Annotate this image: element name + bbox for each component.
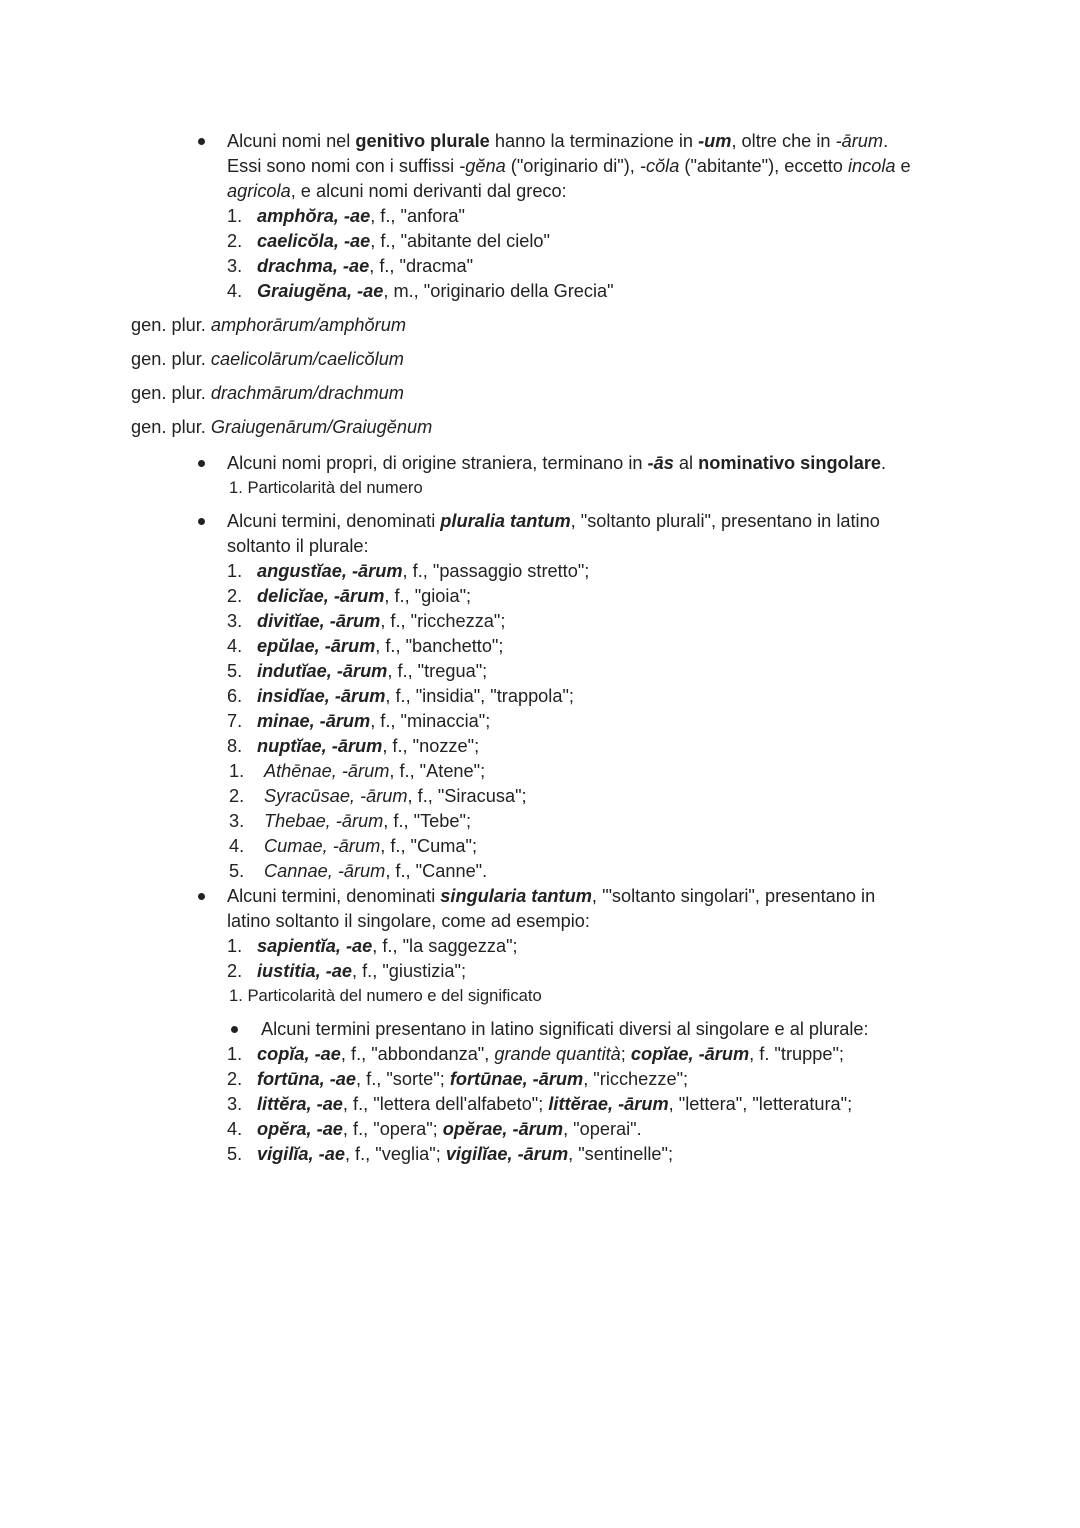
list-number: 3. (227, 1094, 243, 1114)
latin-word: angustĭae, -ārum (257, 561, 403, 581)
text: , "sentinelle"; (568, 1144, 674, 1164)
list-item (229, 784, 527, 809)
latin-word: amphŏra, -ae (257, 206, 371, 226)
list-number: 3. (227, 256, 243, 276)
latin-word: delicĭae, -ārum (257, 586, 385, 606)
list-number: 2. (229, 786, 245, 806)
latin-word: Syracūsae, -ārum (264, 786, 408, 806)
genitive-plural-line (131, 313, 406, 338)
genitive-plural-line (131, 415, 432, 440)
latin-word: littĕra, -ae (257, 1094, 343, 1114)
text: gen. plur. (131, 383, 211, 403)
text: Alcuni nomi nel (227, 131, 356, 151)
text: , f., "minaccia"; (370, 711, 491, 731)
list-item (227, 634, 503, 659)
paragraph-line (227, 884, 875, 909)
text: Alcuni nomi propri, di origine straniera, terminano in (227, 453, 648, 473)
text: ("originario di"), (505, 156, 640, 176)
latin-word: copĭae, -ārum (630, 1044, 750, 1064)
list-item (227, 1142, 673, 1167)
list-number: 7. (227, 711, 243, 731)
text: , f., "abitante del cielo" (370, 231, 550, 251)
bullet (198, 138, 205, 145)
list-item (227, 229, 550, 254)
text: , f., "Tebe"; (383, 811, 472, 831)
italic-term: -cŏla (639, 156, 680, 176)
text: , f., "sorte"; (356, 1069, 450, 1089)
text: , '"soltanto singolari", presentano in (591, 886, 876, 906)
italic-term: -ārum (835, 131, 884, 151)
text: , f., "dracma" (369, 256, 474, 276)
latin-word: fortūna, -ae (257, 1069, 357, 1089)
paragraph-line (227, 154, 911, 179)
list-item (227, 559, 589, 584)
latin-word: littĕrae, -ārum (548, 1094, 669, 1114)
list-number: 4. (227, 1119, 243, 1139)
text: , f., "insidia", "trappola"; (385, 686, 574, 706)
list-number: 1. (227, 561, 243, 581)
paragraph-line (227, 129, 888, 154)
latin-word: Cumae, -ārum (264, 836, 381, 856)
text: e (895, 156, 911, 176)
paragraph-line: latino soltanto il singolare, come ad esempio: (227, 911, 590, 931)
list-number: 2. (227, 961, 243, 981)
list-number: 2. (227, 1069, 243, 1089)
latin-word: vigilĭae, -ārum (445, 1144, 569, 1164)
latin-word: Athēnae, -ārum (264, 761, 390, 781)
list-number: 6. (227, 686, 243, 706)
italic-term: -gĕna (459, 156, 506, 176)
text: , m., "originario della Grecia" (383, 281, 614, 301)
list-number: 5. (227, 1144, 243, 1164)
list-number: 2. (227, 231, 243, 251)
list-item (227, 1117, 642, 1142)
genitive-plural-line (131, 381, 404, 406)
italic-term: caelicolārum/caelicŏlum (210, 349, 404, 369)
list-item (227, 279, 614, 304)
list-item (227, 709, 490, 734)
sub-heading: 1. Particolarità del numero e del significato (229, 986, 542, 1005)
text: , "lettera", "letteratura"; (668, 1094, 853, 1114)
list-number: 3. (229, 811, 245, 831)
list-number: 5. (227, 661, 243, 681)
list-item (227, 204, 465, 229)
text: , f., "banchetto"; (375, 636, 504, 656)
list-number: 1. (229, 761, 245, 781)
latin-word: epŭlae, -ārum (257, 636, 376, 656)
text: al (673, 453, 699, 473)
text: Alcuni termini, denominati (227, 511, 441, 531)
text: , e alcuni nomi derivanti dal greco: (290, 181, 567, 201)
latin-word: nuptĭae, -ārum (257, 736, 383, 756)
text: gen. plur. (131, 349, 211, 369)
list-item (229, 759, 485, 784)
latin-word: minae, -ārum (257, 711, 371, 731)
italic-term: amphorārum/amphŏrum (210, 315, 406, 335)
list-item (227, 659, 487, 684)
text: , f., "Canne". (385, 861, 488, 881)
list-number: 1. (227, 936, 243, 956)
list-number: 5. (229, 861, 245, 881)
latin-word: insidĭae, -ārum (257, 686, 386, 706)
text: . (881, 453, 887, 473)
text: hanno la terminazione in (489, 131, 699, 151)
sub-heading: 1. Particolarità del numero (229, 478, 423, 497)
bold-italic-term: -ās (647, 453, 674, 473)
text: ; (620, 1044, 631, 1064)
latin-word: vigilĭa, -ae (257, 1144, 345, 1164)
paragraph-line (227, 509, 880, 534)
bullet (198, 460, 205, 467)
latin-word: iustitia, -ae (257, 961, 353, 981)
bold-italic-term: -um (698, 131, 732, 151)
list-number: 4. (227, 281, 243, 301)
list-number: 1. (227, 1044, 243, 1064)
list-number: 8. (227, 736, 243, 756)
text: , f. "truppe"; (749, 1044, 844, 1064)
latin-word: caelicŏla, -ae (257, 231, 371, 251)
latin-word: opĕra, -ae (257, 1119, 343, 1139)
text: . (883, 131, 889, 151)
text: , f., "lettera dell'alfabeto"; (342, 1094, 549, 1114)
list-item (227, 584, 471, 609)
text: , f., "Siracusa"; (407, 786, 527, 806)
text: , f., "passaggio stretto"; (402, 561, 590, 581)
text: , f., "giustizia"; (352, 961, 467, 981)
italic-term: agricola (227, 181, 291, 201)
text: , f., "gioia"; (384, 586, 472, 606)
text: Alcuni termini, denominati (227, 886, 441, 906)
text: gen. plur. (131, 315, 211, 335)
latin-word: fortūnae, -ārum (449, 1069, 584, 1089)
italic-term: grande quantità (494, 1044, 621, 1064)
list-number: 3. (227, 611, 243, 631)
text: , f., "nozze"; (382, 736, 480, 756)
text: , f., "veglia"; (344, 1144, 446, 1164)
list-item (227, 609, 505, 634)
list-number: 4. (229, 836, 245, 856)
bullet (198, 518, 205, 525)
list-item (229, 809, 471, 834)
bold-italic-term: pluralia tantum (440, 511, 571, 531)
bullet (198, 893, 205, 900)
text: ("abitante"), eccetto (679, 156, 848, 176)
list-item (227, 684, 574, 709)
text: Essi sono nomi con i suffissi (227, 156, 460, 176)
text: , f., "anfora" (370, 206, 466, 226)
list-item (227, 959, 466, 984)
italic-term: incola (847, 156, 896, 176)
text: , f., "opera"; (342, 1119, 443, 1139)
latin-word: copĭa, -ae (257, 1044, 341, 1064)
latin-word: divitĭae, -ārum (257, 611, 381, 631)
list-item (227, 734, 479, 759)
bold-term: nominativo singolare (698, 453, 882, 473)
bold-italic-term: singularia tantum (440, 886, 592, 906)
list-item (227, 1067, 688, 1092)
paragraph-line (227, 451, 886, 476)
latin-word: sapientĭa, -ae (257, 936, 373, 956)
italic-term: Graiugenārum/Graiugĕnum (210, 417, 433, 437)
text: , oltre che in (731, 131, 836, 151)
text: gen. plur. (131, 417, 211, 437)
list-item (227, 254, 473, 279)
text: , f., "ricchezza"; (380, 611, 506, 631)
list-number: 4. (227, 636, 243, 656)
bold-term: genitivo plurale (355, 131, 490, 151)
bullet (231, 1026, 238, 1033)
latin-word: opĕrae, -ārum (442, 1119, 564, 1139)
italic-term: drachmārum/drachmum (210, 383, 404, 403)
list-number: 1. (227, 206, 243, 226)
latin-word: indutĭae, -ārum (257, 661, 388, 681)
text: , "soltanto plurali", presentano in latino (570, 511, 880, 531)
list-item (229, 859, 487, 884)
text: , f., "tregua"; (387, 661, 488, 681)
text: , "ricchezze"; (583, 1069, 689, 1089)
text: , f., "la saggezza"; (372, 936, 518, 956)
genitive-plural-line (131, 347, 404, 372)
latin-word: Cannae, -ārum (264, 861, 386, 881)
paragraph-line (227, 179, 567, 204)
list-item (229, 834, 477, 859)
list-item (227, 1042, 844, 1067)
text: , f., "Atene"; (389, 761, 486, 781)
paragraph-line: Alcuni termini presentano in latino significati diversi al singolare e al plurale: (261, 1019, 869, 1039)
latin-word: Graiugĕna, -ae (257, 281, 384, 301)
text: , "operai". (563, 1119, 642, 1139)
list-number: 2. (227, 586, 243, 606)
latin-word: drachma, -ae (257, 256, 370, 276)
paragraph-line: soltanto il plurale: (227, 536, 369, 556)
text: , f., "abbondanza", (340, 1044, 495, 1064)
text: , f., "Cuma"; (380, 836, 478, 856)
latin-word: Thebae, -ārum (264, 811, 384, 831)
list-item (227, 934, 518, 959)
list-item (227, 1092, 852, 1117)
